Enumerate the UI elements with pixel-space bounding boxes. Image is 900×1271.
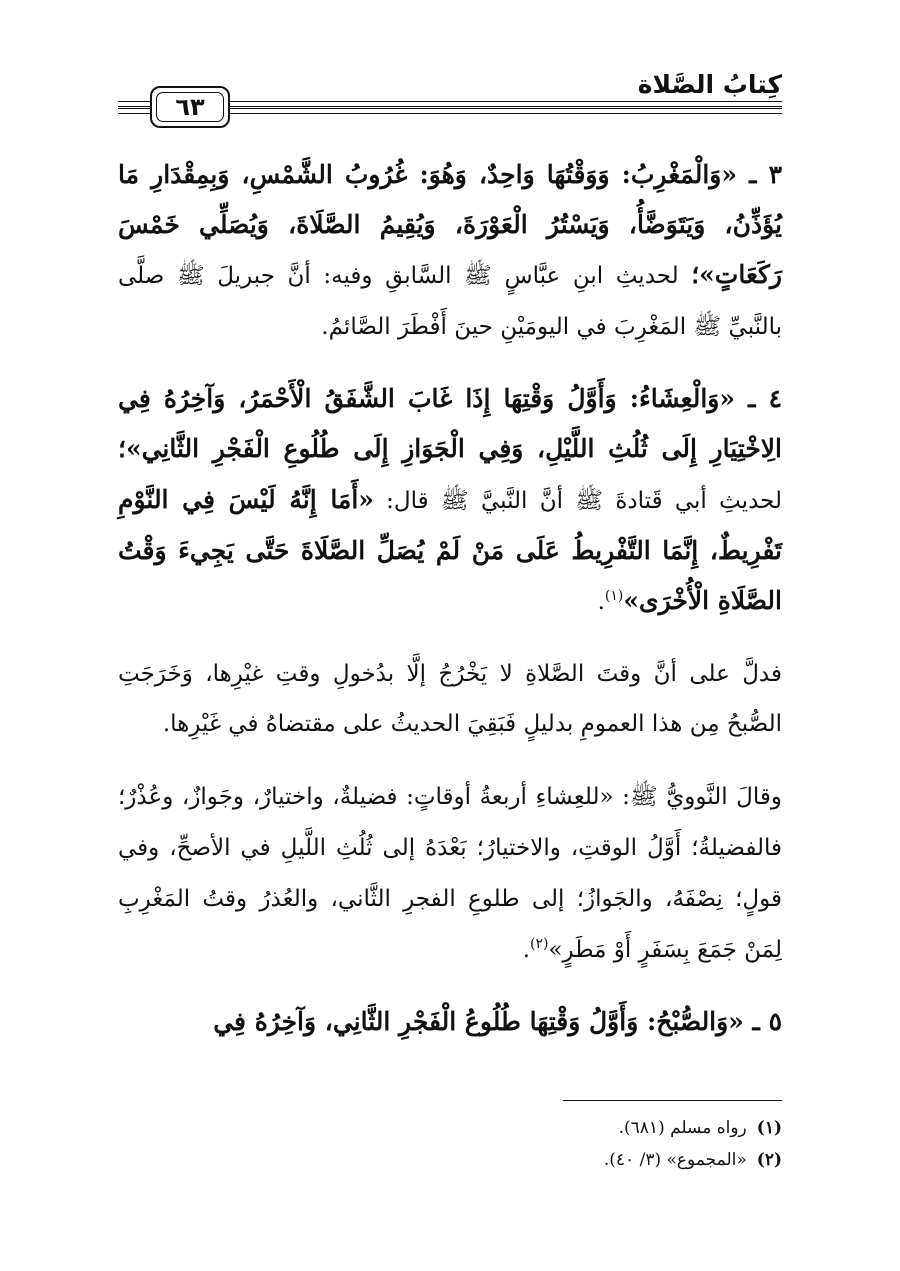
footnote-separator <box>563 1100 782 1101</box>
matn-maghrib: ٣ ـ «وَالْمَغْرِبُ: وَوَقْتُهَا وَاحِدٌ، وَهُوَ: غُرُوبُ الشَّمْسِ، وَبِمِقْدَارِ مَا يُؤَذِّنُ، وَيَتَوَضَّأُ، وَيَسْتُرُ الْعَوْرَةَ، وَيُقِيمُ الصَّلَاةَ، وَيُصَلِّي خَمْسَ رَكَعَاتٍ»؛ <box>118 160 782 289</box>
footnote-ref-2: (٢) <box>530 936 549 952</box>
paragraph-maghrib <box>118 150 782 352</box>
sentence-end: . <box>597 589 605 615</box>
footnote-item <box>604 1112 782 1144</box>
sharh-isha: لحديثِ أبي قَتادةَ ﷺ أنَّ النَّبيَّ ﷺ قال: <box>373 488 783 514</box>
paragraph-isha <box>118 374 782 627</box>
footnote-item <box>604 1144 782 1176</box>
nawawi-quote: وقالَ النَّوويُّ ﷺ: «للعِشاءِ أربعةُ أوقاتٍ: فضيلةٌ، واختيارٌ، وجَوازٌ، وعُذْرٌ؛ فالفضيلةُ؛ أَوَّلُ الوقتِ، والاختيارُ؛ بَعْدَهُ إلى ثُلُثِ اللَّيلِ في الأصحِّ، وفي قولٍ؛ نِصْفَهُ، والجَوازُ؛ إلى طلوعِ الفجرِ الثَّاني، والعُذرُ وقتُ المَغْرِبِ لِمَنْ جَمَعَ بِسَفَرٍ أَوْ مَطَرٍ» <box>118 784 782 963</box>
sharh-maghrib: لحديثِ ابنِ عبَّاسٍ ﷺ السَّابقِ وفيه: أنَّ جبريلَ ﷺ صلَّى بالنَّبيِّ ﷺ المَغْرِبَ في اليومَيْنِ حينَ أَفْطَرَ الصَّائمُ. <box>118 263 782 340</box>
book-title: كِتابُ الصَّلاة <box>637 70 782 99</box>
paragraph-nawawi <box>118 771 782 975</box>
hadith-quote: «أَمَا إِنَّهُ لَيْسَ فِي النَّوْمِ تَفْرِيطٌ، إِنَّمَا التَّفْرِيطُ عَلَى مَنْ لَمْ يُصَلِّ الصَّلَاةَ حَتَّى يَجِيءَ وَقْتُ الصَّلَاةِ الْأُخْرَى» <box>118 485 782 615</box>
footnote-number: (٢) <box>756 1150 782 1170</box>
page-number-frame <box>150 86 230 128</box>
footnote-number: (١) <box>756 1118 782 1138</box>
paragraph-subh: ٥ ـ «وَالصُّبْحُ: وَأَوَّلُ وَقْتِهَا طُلُوعُ الْفَجْرِ الثَّانِي، وَآخِرُهُ فِي <box>213 1007 782 1036</box>
footnotes <box>604 1112 782 1176</box>
matn-isha: ٤ ـ «وَالْعِشَاءُ: وَأَوَّلُ وَقْتِهَا إِذَا غَابَ الشَّفَقُ الْأَحْمَرُ، وَآخِرُهُ فِي الِاخْتِيَارِ إِلَى ثُلُثِ اللَّيْلِ، وَفِي الْجَوَازِ إِلَى طُلُوعِ الْفَجْرِ الثَّانِي»؛ <box>118 384 782 463</box>
footnote-text: «المجموع» (٣/ ٤٠). <box>603 1150 747 1170</box>
paragraph-inference: فدلَّ على أنَّ وقتَ الصَّلاةِ لا يَخْرُجُ إلَّا بدُخولِ وقتِ غيْرِها، وَخَرَجَتِ الصُّبحُ مِن هذا العمومِ بدليلٍ فَبَقِيَ الحديثُ على مقتضاهُ في غَيْرِها. <box>118 661 782 737</box>
sentence-end: . <box>522 937 531 963</box>
page-body <box>118 150 782 1047</box>
footnote-text: رواه مسلم (٦٨١). <box>618 1118 747 1138</box>
page-number: ٦٣ <box>156 92 224 122</box>
footnote-ref-1: (١) <box>604 588 624 604</box>
